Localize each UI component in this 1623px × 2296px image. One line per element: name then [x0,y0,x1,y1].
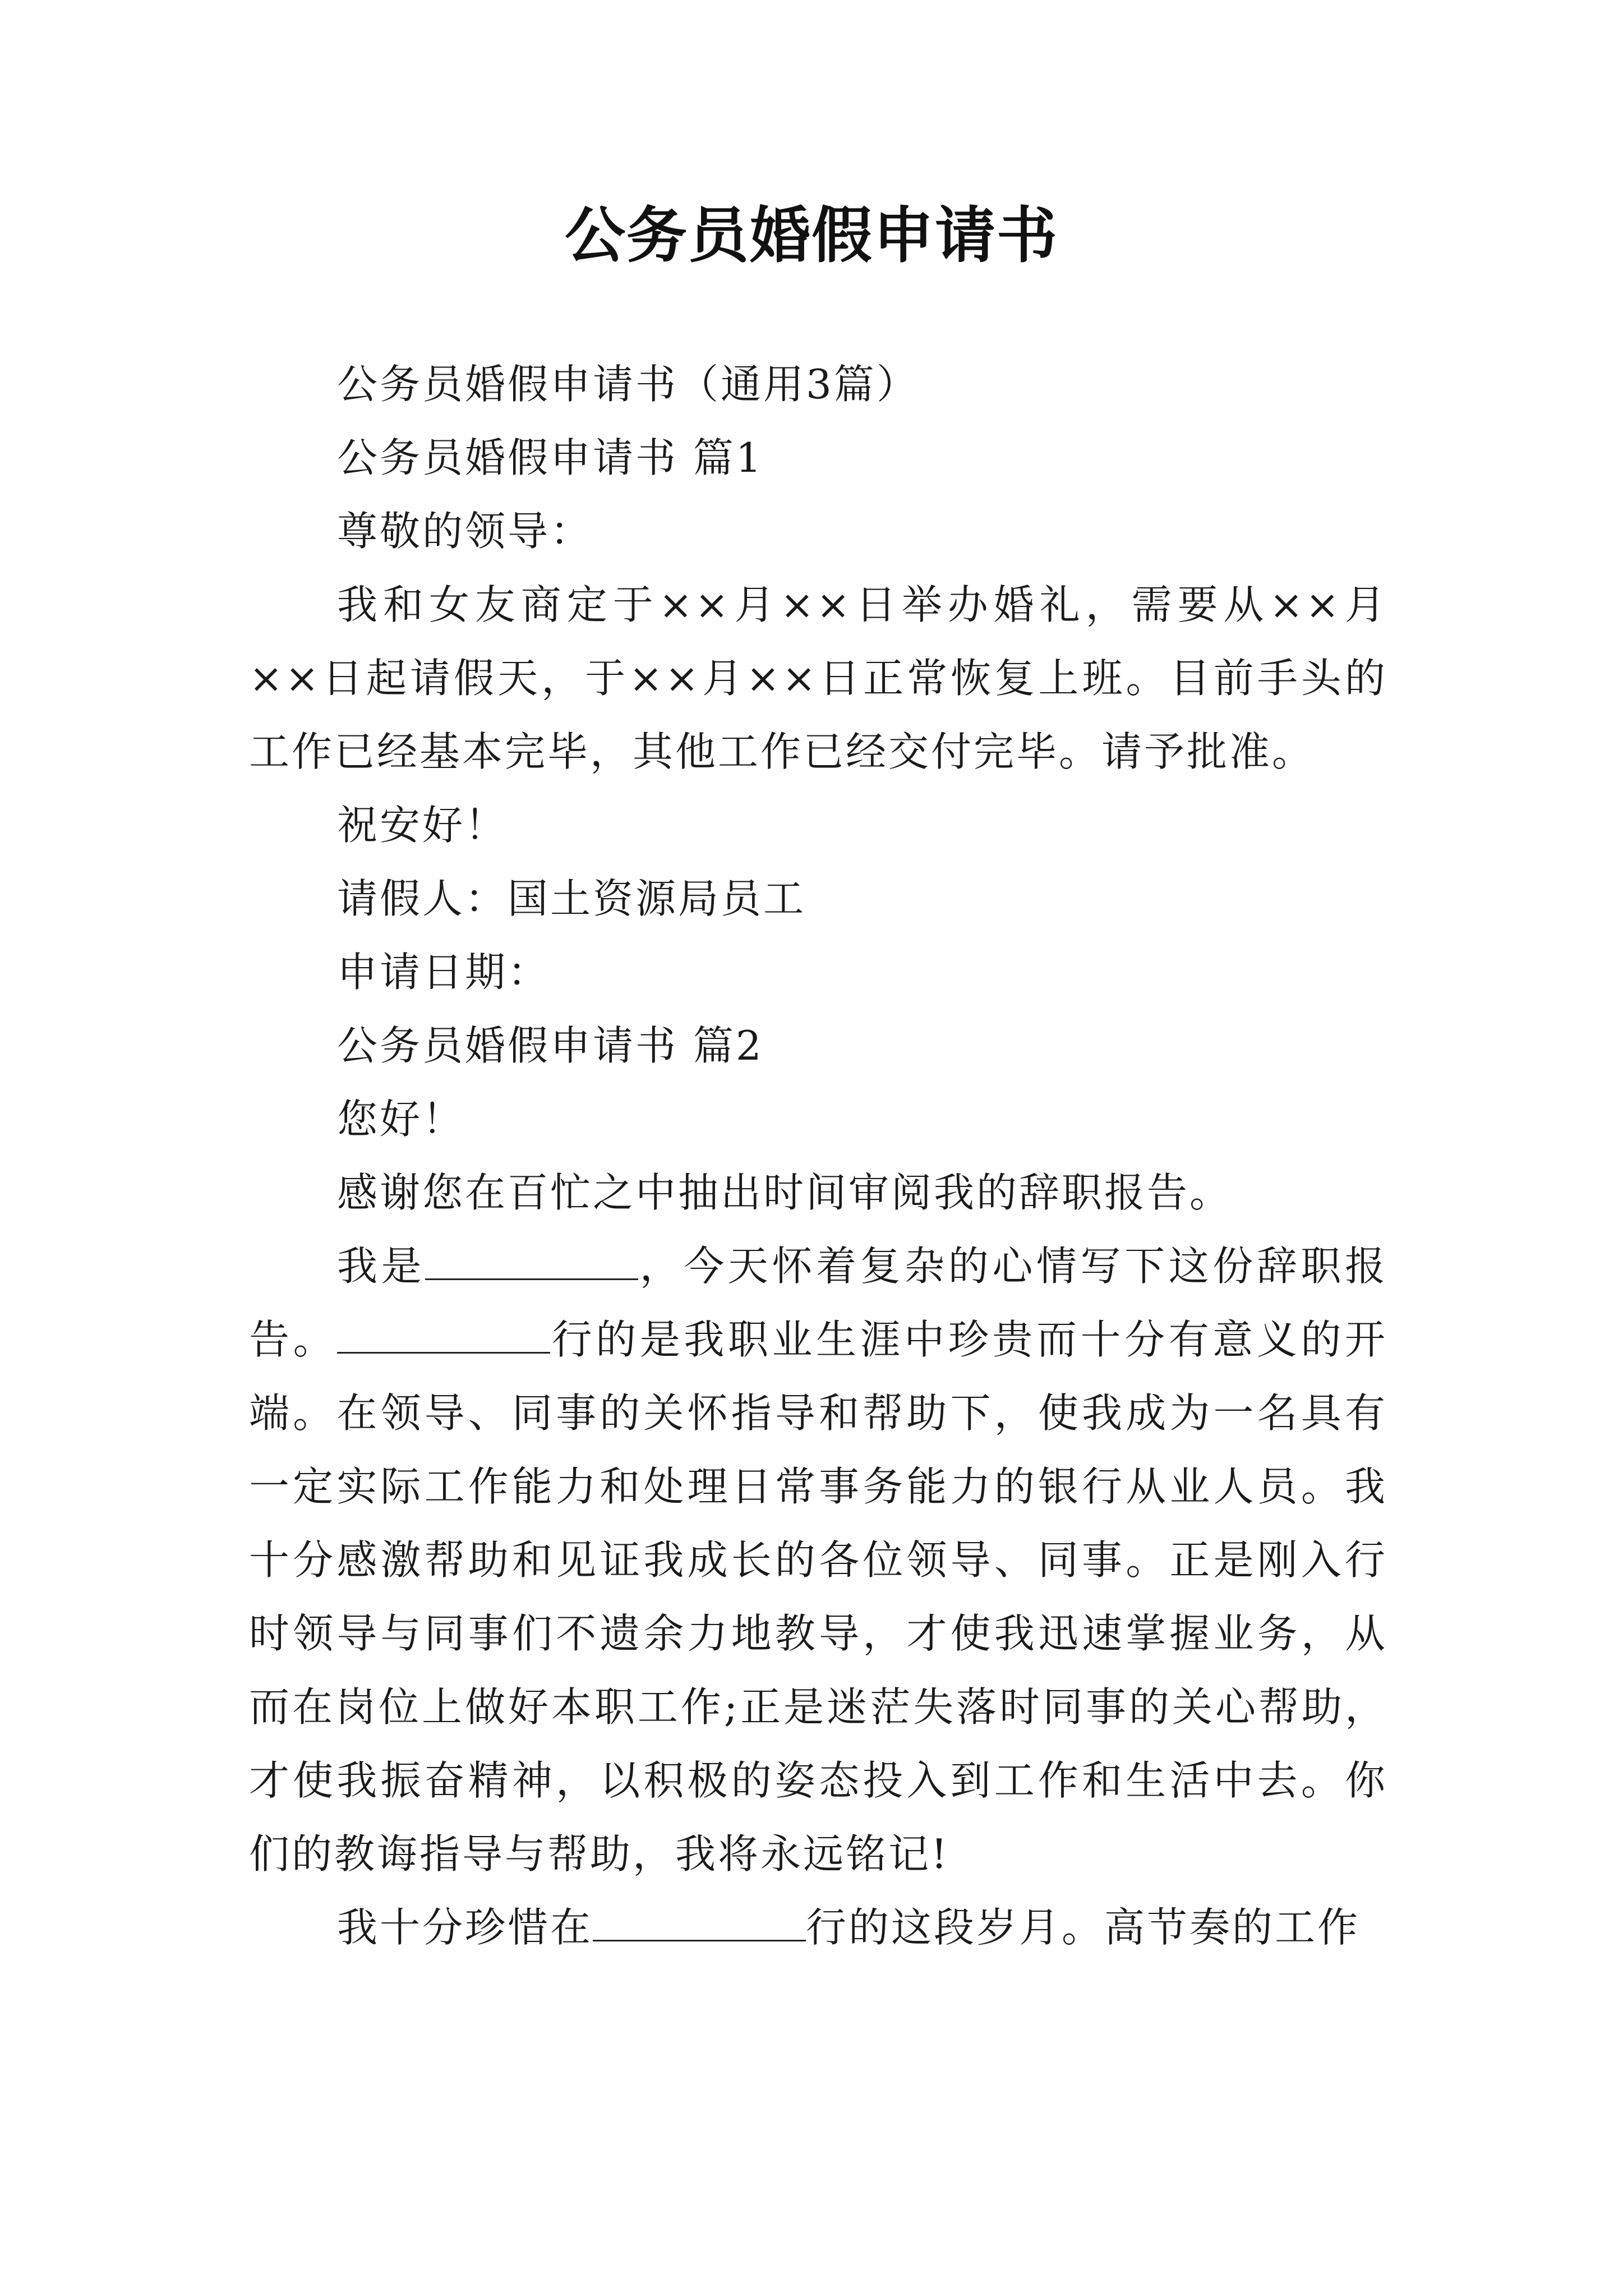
paragraph-greeting: 您好！ [337,1096,465,1143]
text-segment: 行的这段岁月。高节奏的工作 [806,1904,1361,1951]
paragraph-closing: 祝安好！ [337,802,508,849]
fill-in-blank [337,1318,550,1354]
paragraph-section-heading-2: 公务员婚假申请书 篇2 [337,1022,764,1069]
paragraph-request-body: 我和女友商定于××月××日举办婚礼，需要从××月××日起请假天，于××月××日正常恢复上班。目前手头的工作已经基本完毕，其他工作已经交付完毕。请予批准。 [249,581,1387,775]
paragraph-subtitle: 公务员婚假申请书（通用3篇） [337,361,919,408]
text-segment: 我十分珍惜在 [337,1904,593,1951]
paragraph-resignation-continued [249,1891,1387,1964]
fill-in-blank [593,1906,806,1941]
fill-in-blank [425,1245,638,1280]
document-title: 公务员婚假申请书 [564,200,1058,271]
document-body [249,348,1387,1964]
text-segment: 行的是我职业生涯中珍贵而十分有意义的开端。在领导、同事的关怀指导和帮助下，使我成为一名具有一定实际工作能力和处理日常事务能力的银行从业人员。我十分感激帮助和见证我成长的各位领导、同事。正是刚入行时领导与同事们不遗余力地教导，才使我迅速掌握业务，从而在岗位上做好本职工作;正是迷茫失落时同事的关心帮助，才使我振奋精神，以积极的姿态投入到工作和生活中去。你们的教诲指导与帮助，我将永远铭记! [249,1316,1387,1878]
text-segment: ，今天怀着复杂的心情写下这份辞职报告。 [249,1243,1387,1363]
text-segment: 我是 [337,1243,426,1290]
paragraph-applicant: 请假人：国土资源局员工 [337,875,806,922]
paragraph-application-date: 申请日期： [337,949,551,996]
paragraph-thanks: 感谢您在百忙之中抽出时间审阅我的辞职报告。 [337,1169,1233,1216]
paragraph-section-heading-1: 公务员婚假申请书 篇1 [337,434,764,481]
paragraph-resignation-intro [249,1230,1387,1891]
paragraph-salutation: 尊敬的领导： [337,508,593,555]
